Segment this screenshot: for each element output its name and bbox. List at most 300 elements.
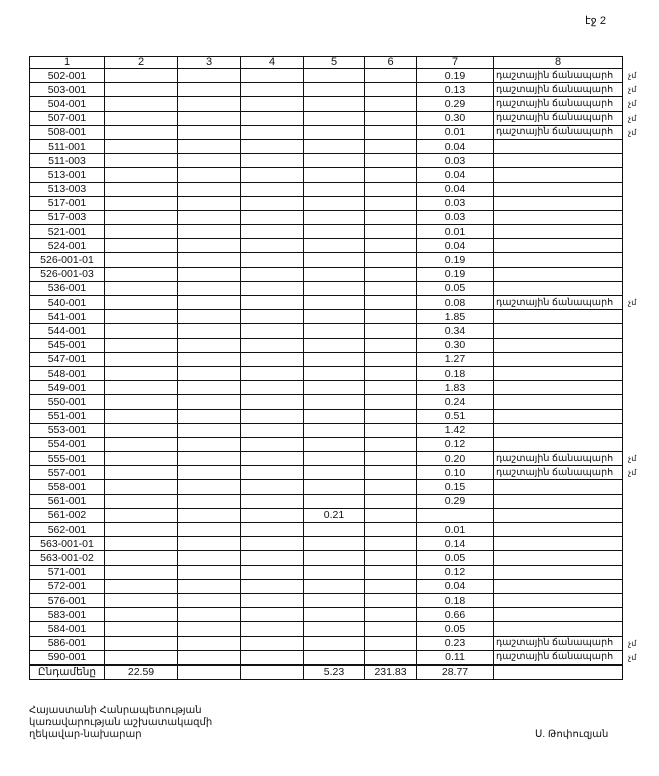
col-header: 8: [494, 57, 623, 69]
table-row: [30, 253, 623, 267]
road-type: դաշտային ճանապարհ: [496, 97, 614, 109]
cell-c5: [304, 111, 365, 125]
cell-c4: [241, 480, 304, 494]
cell-c6: [365, 537, 417, 551]
cell-c7: 0.04: [417, 168, 494, 182]
cell-c1: 521-001: [30, 225, 105, 239]
cell-c2: [105, 239, 178, 253]
cell-c2: [105, 523, 178, 537]
header-row: [30, 57, 623, 69]
cell-c2: [105, 437, 178, 451]
cell-c1: 549-001: [30, 381, 105, 395]
cell-c4: [241, 182, 304, 196]
row-suffix: չմ: [628, 298, 637, 307]
cell-c7: 0.10: [417, 466, 494, 480]
cell-c5: [304, 551, 365, 565]
cell-c3: [178, 125, 241, 139]
cell-c1: 550-001: [30, 395, 105, 409]
cell-c4: [241, 324, 304, 338]
cell-c8: [494, 267, 623, 281]
cell-c1: 540-001: [30, 296, 105, 310]
cell-c8: [494, 466, 637, 480]
cell-c5: [304, 622, 365, 636]
cell-c3: [178, 551, 241, 565]
cell-c2: [105, 97, 178, 111]
cell-c2: [105, 352, 178, 366]
cell-c3: [178, 182, 241, 196]
cell-c3: [178, 366, 241, 380]
cell-c2: [105, 494, 178, 508]
road-type: դաշտային ճանապարհ: [496, 452, 614, 464]
cell-c2: [105, 480, 178, 494]
cell-c1: 508-001: [30, 125, 105, 139]
cell-c8: [494, 154, 623, 168]
total-col5: 5.23: [304, 665, 365, 680]
cell-c7: 0.66: [417, 608, 494, 622]
table-row: [30, 97, 623, 111]
cell-c6: [365, 225, 417, 239]
cell-c2: [105, 69, 178, 83]
cell-c7: 0.04: [417, 579, 494, 593]
cell-c2: [105, 196, 178, 210]
cell-c7: 0.05: [417, 281, 494, 295]
cell-c2: [105, 338, 178, 352]
cell-c4: [241, 125, 304, 139]
cell-c4: [241, 281, 304, 295]
cell-c5: [304, 338, 365, 352]
cell-c1: 571-001: [30, 565, 105, 579]
row-suffix: չմ: [628, 454, 637, 464]
cell-c1: 517-003: [30, 210, 105, 224]
cell-c2: [105, 210, 178, 224]
row-suffix: չմ: [628, 468, 637, 478]
cell-c1: 584-001: [30, 622, 105, 636]
cell-c3: [178, 154, 241, 168]
cell-c1: 583-001: [30, 608, 105, 622]
cell-c3: [178, 494, 241, 508]
cell-c1: 561-002: [30, 508, 105, 522]
cell-c2: [105, 452, 178, 466]
cell-c6: [365, 452, 417, 466]
cell-c7: 0.11: [417, 650, 494, 665]
cell-c5: [304, 608, 365, 622]
cell-c3: [178, 395, 241, 409]
page-number: էջ 2: [585, 15, 606, 27]
cell-c4: [241, 409, 304, 423]
cell-c4: [241, 423, 304, 437]
row-suffix: չմ: [628, 638, 637, 648]
table-row: [30, 409, 623, 423]
cell-c4: [241, 636, 304, 650]
cell-c3: [178, 281, 241, 295]
cell-c5: 0.21: [304, 508, 365, 522]
cell-c8: [494, 352, 623, 366]
cell-c6: [365, 267, 417, 281]
cell-c4: [241, 253, 304, 267]
cell-c6: [365, 523, 417, 537]
cell-c1: 545-001: [30, 338, 105, 352]
cell-c6: [365, 650, 417, 665]
cell-c4: [241, 537, 304, 551]
cell-c5: [304, 537, 365, 551]
cell-c2: [105, 537, 178, 551]
table-row: [30, 296, 623, 310]
col-header: 4: [241, 57, 304, 69]
cell-c5: [304, 196, 365, 210]
cell-c8: [494, 565, 623, 579]
cell-c7: 0.01: [417, 125, 494, 139]
land-plots-table: [29, 56, 637, 680]
cell-c5: [304, 352, 365, 366]
cell-c4: [241, 97, 304, 111]
cell-c4: [241, 338, 304, 352]
cell-c7: 0.18: [417, 366, 494, 380]
cell-c7: 0.29: [417, 97, 494, 111]
cell-c3: [178, 338, 241, 352]
cell-c4: [241, 437, 304, 451]
cell-c4: [241, 366, 304, 380]
cell-c8: [494, 281, 623, 295]
cell-c1: 558-001: [30, 480, 105, 494]
cell-c7: 0.12: [417, 437, 494, 451]
cell-c7: 0.01: [417, 225, 494, 239]
cell-c7: 0.24: [417, 395, 494, 409]
cell-c4: [241, 310, 304, 324]
footer-line: ղեկավար-նախարար: [29, 729, 142, 740]
cell-c2: [105, 466, 178, 480]
cell-c4: [241, 551, 304, 565]
cell-c8: [494, 225, 623, 239]
cell-c6: [365, 69, 417, 83]
cell-c6: [365, 636, 417, 650]
cell-c6: [365, 154, 417, 168]
cell-c5: [304, 437, 365, 451]
cell-c8: [494, 366, 623, 380]
cell-c7: 0.29: [417, 494, 494, 508]
cell-c2: [105, 310, 178, 324]
cell-c6: [365, 494, 417, 508]
table-row: [30, 551, 623, 565]
total-col6: 231.83: [365, 665, 417, 680]
road-type: դաշտային ճանապարհ: [496, 296, 614, 308]
cell-c2: [105, 111, 178, 125]
cell-c4: [241, 593, 304, 607]
cell-c8: [494, 196, 623, 210]
cell-c1: 517-001: [30, 196, 105, 210]
cell-c4: [241, 111, 304, 125]
cell-c6: [365, 83, 417, 97]
cell-c7: 0.15: [417, 480, 494, 494]
cell-c3: [178, 267, 241, 281]
cell-c1: 590-001: [30, 650, 105, 665]
table-row: [30, 111, 623, 125]
cell-c5: [304, 168, 365, 182]
col-header: 6: [365, 57, 417, 69]
cell-c5: [304, 381, 365, 395]
cell-c3: [178, 69, 241, 83]
cell-c3: [178, 381, 241, 395]
cell-c5: [304, 452, 365, 466]
cell-c6: [365, 139, 417, 153]
cell-c5: [304, 636, 365, 650]
cell-c8: [494, 409, 623, 423]
cell-c8: [494, 537, 623, 551]
cell-c6: [365, 480, 417, 494]
cell-c3: [178, 565, 241, 579]
cell-c5: [304, 296, 365, 310]
cell-c5: [304, 565, 365, 579]
total-label: Ընդամենը: [30, 665, 105, 680]
cell-c8: [494, 296, 637, 310]
cell-c4: [241, 352, 304, 366]
cell-c5: [304, 267, 365, 281]
cell-c1: 576-001: [30, 593, 105, 607]
total-row: [30, 665, 623, 680]
row-suffix: չմ: [628, 652, 637, 662]
cell-c8: [494, 210, 623, 224]
cell-c6: [365, 168, 417, 182]
footer-line: Հայաստանի Հանրապետության: [29, 705, 202, 716]
cell-c5: [304, 409, 365, 423]
cell-c6: [365, 565, 417, 579]
cell-c2: [105, 182, 178, 196]
cell-c8: [494, 111, 637, 125]
cell-c6: [365, 182, 417, 196]
cell-c2: [105, 508, 178, 522]
cell-c1: 511-001: [30, 139, 105, 153]
col-header: 3: [178, 57, 241, 69]
cell-c1: 563-001-02: [30, 551, 105, 565]
cell-c4: [241, 622, 304, 636]
cell-c5: [304, 154, 365, 168]
cell-c6: [365, 381, 417, 395]
table-row: [30, 466, 623, 480]
cell-c8: [494, 125, 637, 139]
cell-c3: [178, 608, 241, 622]
table-row: [30, 565, 623, 579]
cell-c6: [365, 352, 417, 366]
cell-c1: 507-001: [30, 111, 105, 125]
cell-c8: [494, 593, 623, 607]
cell-c4: [241, 650, 304, 665]
table-row: [30, 182, 623, 196]
cell-c5: [304, 281, 365, 295]
cell-c2: [105, 324, 178, 338]
cell-c2: [105, 267, 178, 281]
cell-c2: [105, 154, 178, 168]
cell-c5: [304, 83, 365, 97]
cell-c2: [105, 608, 178, 622]
table-row: [30, 437, 623, 451]
cell-c8: [494, 239, 623, 253]
road-type: դաշտային ճանապարհ: [496, 466, 614, 478]
cell-c1: 504-001: [30, 97, 105, 111]
cell-c6: [365, 324, 417, 338]
cell-c1: 524-001: [30, 239, 105, 253]
cell-c5: [304, 480, 365, 494]
table-row: [30, 480, 623, 494]
table-row: [30, 239, 623, 253]
table-row: [30, 593, 623, 607]
cell-c4: [241, 210, 304, 224]
cell-c1: 563-001-01: [30, 537, 105, 551]
table-row: [30, 210, 623, 224]
cell-c1: 555-001: [30, 452, 105, 466]
cell-c3: [178, 622, 241, 636]
cell-c6: [365, 466, 417, 480]
cell-c7: 0.03: [417, 196, 494, 210]
cell-c8: [494, 83, 637, 97]
cell-c3: [178, 225, 241, 239]
cell-c4: [241, 239, 304, 253]
table-row: [30, 622, 623, 636]
cell-c2: [105, 409, 178, 423]
cell-c3: [178, 650, 241, 665]
cell-c4: [241, 154, 304, 168]
cell-c5: [304, 139, 365, 153]
cell-c2: [105, 593, 178, 607]
table-row: [30, 324, 623, 338]
cell-c5: [304, 593, 365, 607]
cell-c8: [494, 622, 623, 636]
table-row: [30, 381, 623, 395]
cell-c3: [178, 579, 241, 593]
cell-c7: 0.19: [417, 253, 494, 267]
cell-c6: [365, 125, 417, 139]
col-header: 7: [417, 57, 494, 69]
table-row: [30, 537, 623, 551]
cell-c1: 502-001: [30, 69, 105, 83]
cell-c1: 557-001: [30, 466, 105, 480]
cell-c3: [178, 437, 241, 451]
cell-c7: 1.27: [417, 352, 494, 366]
cell-c4: [241, 466, 304, 480]
cell-c1: 544-001: [30, 324, 105, 338]
cell-c8: [494, 253, 623, 267]
cell-c6: [365, 395, 417, 409]
cell-c3: [178, 296, 241, 310]
cell-c5: [304, 253, 365, 267]
cell-c2: [105, 381, 178, 395]
cell-c8: [494, 480, 623, 494]
cell-c8: [494, 579, 623, 593]
cell-c1: 547-001: [30, 352, 105, 366]
cell-c7: 0.05: [417, 622, 494, 636]
cell-c1: 586-001: [30, 636, 105, 650]
cell-c7: 0.18: [417, 593, 494, 607]
cell-c3: [178, 111, 241, 125]
cell-c3: [178, 253, 241, 267]
col-header: 5: [304, 57, 365, 69]
road-type: դաշտային ճանապարհ: [496, 112, 614, 124]
cell-c8: [494, 508, 623, 522]
cell-c2: [105, 125, 178, 139]
cell-c4: [241, 168, 304, 182]
cell-c6: [365, 608, 417, 622]
cell-c3: [178, 139, 241, 153]
cell-c1: 554-001: [30, 437, 105, 451]
cell-c2: [105, 551, 178, 565]
cell-c6: [365, 253, 417, 267]
cell-c6: [365, 508, 417, 522]
cell-c3: [178, 352, 241, 366]
cell-c4: [241, 565, 304, 579]
cell-c8: [494, 523, 623, 537]
cell-c2: [105, 296, 178, 310]
cell-c8: [494, 395, 623, 409]
cell-c5: [304, 494, 365, 508]
table-row: [30, 267, 623, 281]
cell-c8: [494, 381, 623, 395]
table-row: [30, 395, 623, 409]
cell-c7: 0.14: [417, 537, 494, 551]
cell-c6: [365, 579, 417, 593]
cell-c3: [178, 466, 241, 480]
cell-c2: [105, 622, 178, 636]
cell-c4: [241, 579, 304, 593]
table-row: [30, 310, 623, 324]
cell-c6: [365, 296, 417, 310]
cell-c3: [178, 310, 241, 324]
row-suffix: չմ: [628, 85, 637, 95]
cell-c7: 1.42: [417, 423, 494, 437]
cell-c8: [494, 650, 637, 665]
cell-c6: [365, 423, 417, 437]
table-row: [30, 650, 623, 665]
total-col4: [241, 665, 304, 680]
cell-c2: [105, 423, 178, 437]
cell-c2: [105, 83, 178, 97]
road-type: դաշտային ճանապարհ: [496, 83, 614, 95]
cell-c8: [494, 310, 623, 324]
table-row: [30, 281, 623, 295]
cell-c8: [494, 437, 623, 451]
cell-c5: [304, 182, 365, 196]
cell-c1: 548-001: [30, 366, 105, 380]
table-row: [30, 139, 623, 153]
cell-c8: [494, 608, 623, 622]
cell-c7: 0.04: [417, 239, 494, 253]
cell-c7: 0.19: [417, 267, 494, 281]
cell-c8: [494, 182, 623, 196]
cell-c8: [494, 636, 637, 650]
cell-c7: 0.23: [417, 636, 494, 650]
table-row: [30, 508, 623, 522]
cell-c6: [365, 210, 417, 224]
road-type: դաշտային ճանապարհ: [496, 637, 614, 649]
cell-c6: [365, 366, 417, 380]
table-row: [30, 352, 623, 366]
cell-c3: [178, 508, 241, 522]
cell-c6: [365, 622, 417, 636]
col-header: 2: [105, 57, 178, 69]
cell-c7: 0.13: [417, 83, 494, 97]
table-row: [30, 452, 623, 466]
cell-c2: [105, 650, 178, 665]
table-row: [30, 423, 623, 437]
cell-c1: 551-001: [30, 409, 105, 423]
cell-c2: [105, 225, 178, 239]
cell-c5: [304, 125, 365, 139]
cell-c8: [494, 139, 623, 153]
cell-c6: [365, 409, 417, 423]
table-row: [30, 125, 623, 139]
cell-c5: [304, 366, 365, 380]
signature-title: [29, 705, 212, 741]
cell-c3: [178, 423, 241, 437]
cell-c7: 0.19: [417, 69, 494, 83]
cell-c8: [494, 551, 623, 565]
